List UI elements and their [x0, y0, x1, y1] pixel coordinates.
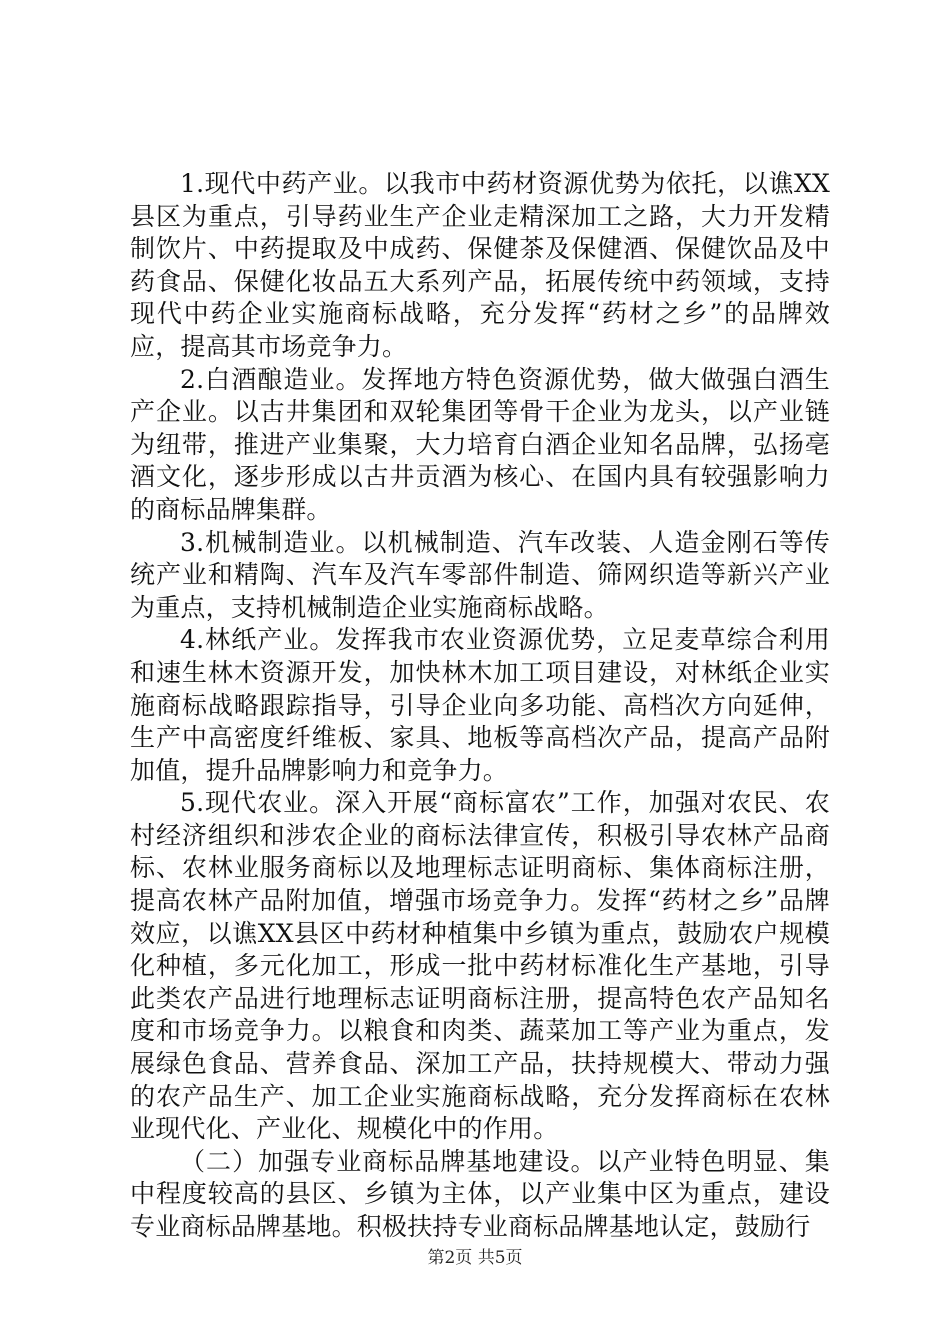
paragraph-modern-tcm-industry: 1.现代中药产业。以我市中药材资源优势为依托，以谯XX县区为重点，引导药业生产企业走精深加工之路，大力开发精制饮片、中药提取及中成药、保健茶及保健酒、保健饮品及中药食品、保健化妆品五大系列产品，拓展传统中药领域，支持现代中药企业实施商标战略，充分发挥“药材之乡”的品牌效应，提高其市场竞争力。: [130, 169, 830, 361]
paragraph-trademark-base-construction: （二）加强专业商标品牌基地建设。以产业特色明显、集中程度较高的县区、乡镇为主体，以产业集中区为重点，建设专业商标品牌基地。积极扶持专业商标品牌基地认定，鼓励行: [130, 1146, 830, 1241]
paragraph-machinery-manufacturing: 3.机械制造业。以机械制造、汽车改装、人造金刚石等传统产业和精陶、汽车及汽车零部件制造、筛网织造等新兴产业为重点，支持机械制造企业实施商标战略。: [130, 527, 830, 622]
page-footer: 第2页 共5页: [427, 1248, 523, 1268]
paragraph-forestry-paper: 4.林纸产业。发挥我市农业资源优势，立足麦草综合利用和速生林木资源开发，加快林木加工项目建设，对林纸企业实施商标战略跟踪指导，引导企业向多功能、高档次方向延伸，生产中高密度纤维板、家具、地板等高档次产品，提高产品附加值，提升品牌影响力和竞争力。: [130, 625, 830, 785]
paragraph-liquor-brewing: 2.白酒酿造业。发挥地方特色资源优势，做大做强白酒生产企业。以古井集团和双轮集团等骨干企业为龙头，以产业链为纽带，推进产业集聚，大力培育白酒企业知名品牌，弘扬亳酒文化，逐步形成以古井贡酒为核心、在国内具有较强影响力的商标品牌集群。: [130, 364, 830, 524]
document-body: [130, 168, 830, 1244]
paragraph-modern-agriculture: 5.现代农业。深入开展“商标富农”工作，加强对农民、农村经济组织和涉农企业的商标法律宣传，积极引导农林产品商标、农林业服务商标以及地理标志证明商标、集体商标注册，提高农林产品附加值，增强市场竞争力。发挥“药材之乡”品牌效应，以谯XX县区中药材种植集中乡镇为重点，鼓励农户规模化种植，多元化加工，形成一批中药材标准化生产基地，引导此类农产品进行地理标志证明商标注册，提高特色农产品知名度和市场竞争力。以粮食和肉类、蔬菜加工等产业为重点，发展绿色食品、营养食品、深加工产品，扶持规模大、带动力强的农产品生产、加工企业实施商标战略，充分发挥商标在农林业现代化、产业化、规模化中的作用。: [130, 788, 830, 1144]
